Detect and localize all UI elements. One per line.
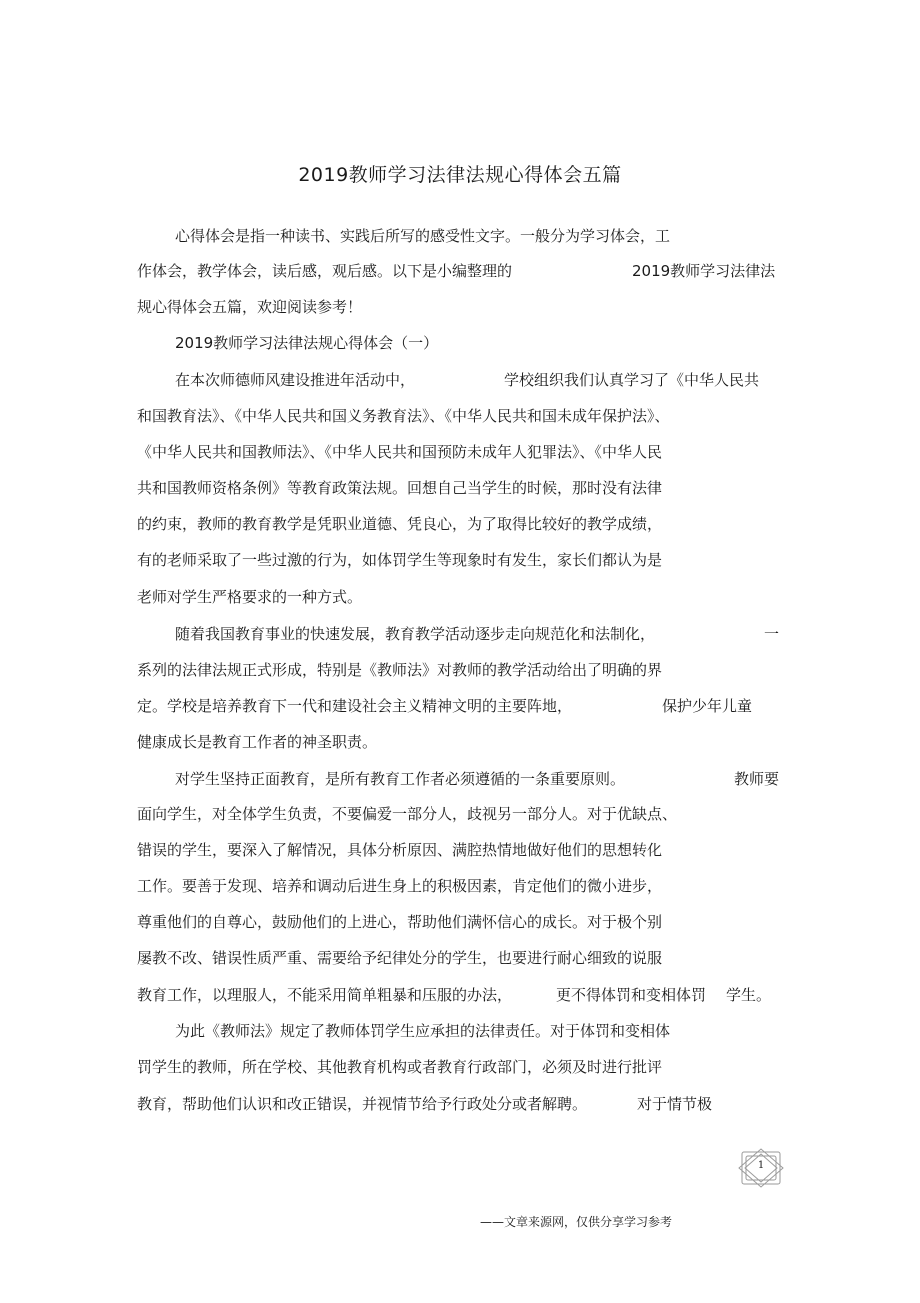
text-line: 的约束，教师的教育教学是凭职业道德、凭良心，为了取得比较好的教学成绩， <box>137 515 663 533</box>
text-line: 尊重他们的自尊心，鼓励他们的上进心，帮助他们满怀信心的成长。对于极个别 <box>137 913 663 931</box>
text-line: 学校组织我们认真学习了《中华人民共 <box>504 371 760 389</box>
text-line: 规心得体会五篇，欢迎阅读参考！ <box>137 298 363 316</box>
text-line: 《中华人民共和国教师法》、《中华人民共和国预防未成年人犯罪法》、《中华人民 <box>137 443 663 461</box>
text-line: 2019教师学习法律法 <box>632 262 776 280</box>
text-line: 更不得体罚和变相体罚 <box>556 986 707 1004</box>
text-line: 系列的法律法规正式形成，特别是《教师法》对教师的教学活动给出了明确的界 <box>137 661 663 679</box>
text-line: 教育工作，以理服人，不能采用简单粗暴和压服的办法， <box>137 986 513 1004</box>
text-line: 有的老师采取了一些过激的行为，如体罚学生等现象时有发生，家长们都认为是 <box>137 551 663 569</box>
text-line: 对于情节极 <box>637 1095 713 1113</box>
section-heading: 2019教师学习法律法规心得体会（一） <box>175 334 439 352</box>
text-line: 教师要 <box>734 770 780 788</box>
text-line: 在本次师德师风建设推进年活动中， <box>175 371 416 389</box>
text-line: 错误的学生，要深入了解情况，具体分析原因、满腔热情地做好他们的思想转化 <box>137 841 663 859</box>
text-line: 共和国教师资格条例》等教育政策法规。回想自己当学生的时候，那时没有法律 <box>137 479 663 497</box>
text-line: 定。学校是培养教育下一代和建设社会主义精神文明的主要阵地， <box>137 697 573 715</box>
text-line: 老师对学生严格要求的一种方式。 <box>137 588 363 606</box>
text-line: 屡教不改、错误性质严重、需要给予纪律处分的学生，也要进行耐心细致的说服 <box>137 949 663 967</box>
text-line: 学生。 <box>726 986 772 1004</box>
text-line: 作体会，教学体会，读后感，观后感。以下是小编整理的 <box>137 262 513 280</box>
page-number: 1 <box>757 1160 765 1171</box>
text-line: 工作。要善于发现、培养和调动后进生身上的积极因素，肯定他们的微小进步， <box>137 877 663 895</box>
document-title: 2019教师学习法律法规心得体会五篇 <box>298 164 622 186</box>
text-line: 一 <box>764 625 780 643</box>
text-line: 为此《教师法》规定了教师体罚学生应承担的法律责任。对于体罚和变相体 <box>175 1022 671 1040</box>
text-line: 保护少年儿童 <box>662 697 753 715</box>
footer-note: ——文章来源网，仅供分享学习参考 <box>480 1215 673 1229</box>
text-line: 教育，帮助他们认识和改正错误，并视情节给予行政处分或者解聘。 <box>137 1095 588 1113</box>
text-line: 随着我国教育事业的快速发展，教育教学活动逐步走向规范化和法制化， <box>175 625 656 643</box>
text-line: 面向学生，对全体学生负责，不要偏爱一部分人，歧视另一部分人。对于优缺点、 <box>137 805 678 823</box>
text-line: 心得体会是指一种读书、实践后所写的感受性文字。一般分为学习体会，工 <box>175 227 671 245</box>
text-line: 和国教育法》、《中华人民共和国义务教育法》、《中华人民共和国未成年保护法》、 <box>137 407 670 425</box>
text-line: 罚学生的教师，所在学校、其他教育机构或者教育行政部门，必须及时进行批评 <box>137 1058 663 1076</box>
text-line: 健康成长是教育工作者的神圣职责。 <box>137 733 378 751</box>
text-line: 对学生坚持正面教育，是所有教育工作者必须遵循的一条重要原则。 <box>175 770 626 788</box>
